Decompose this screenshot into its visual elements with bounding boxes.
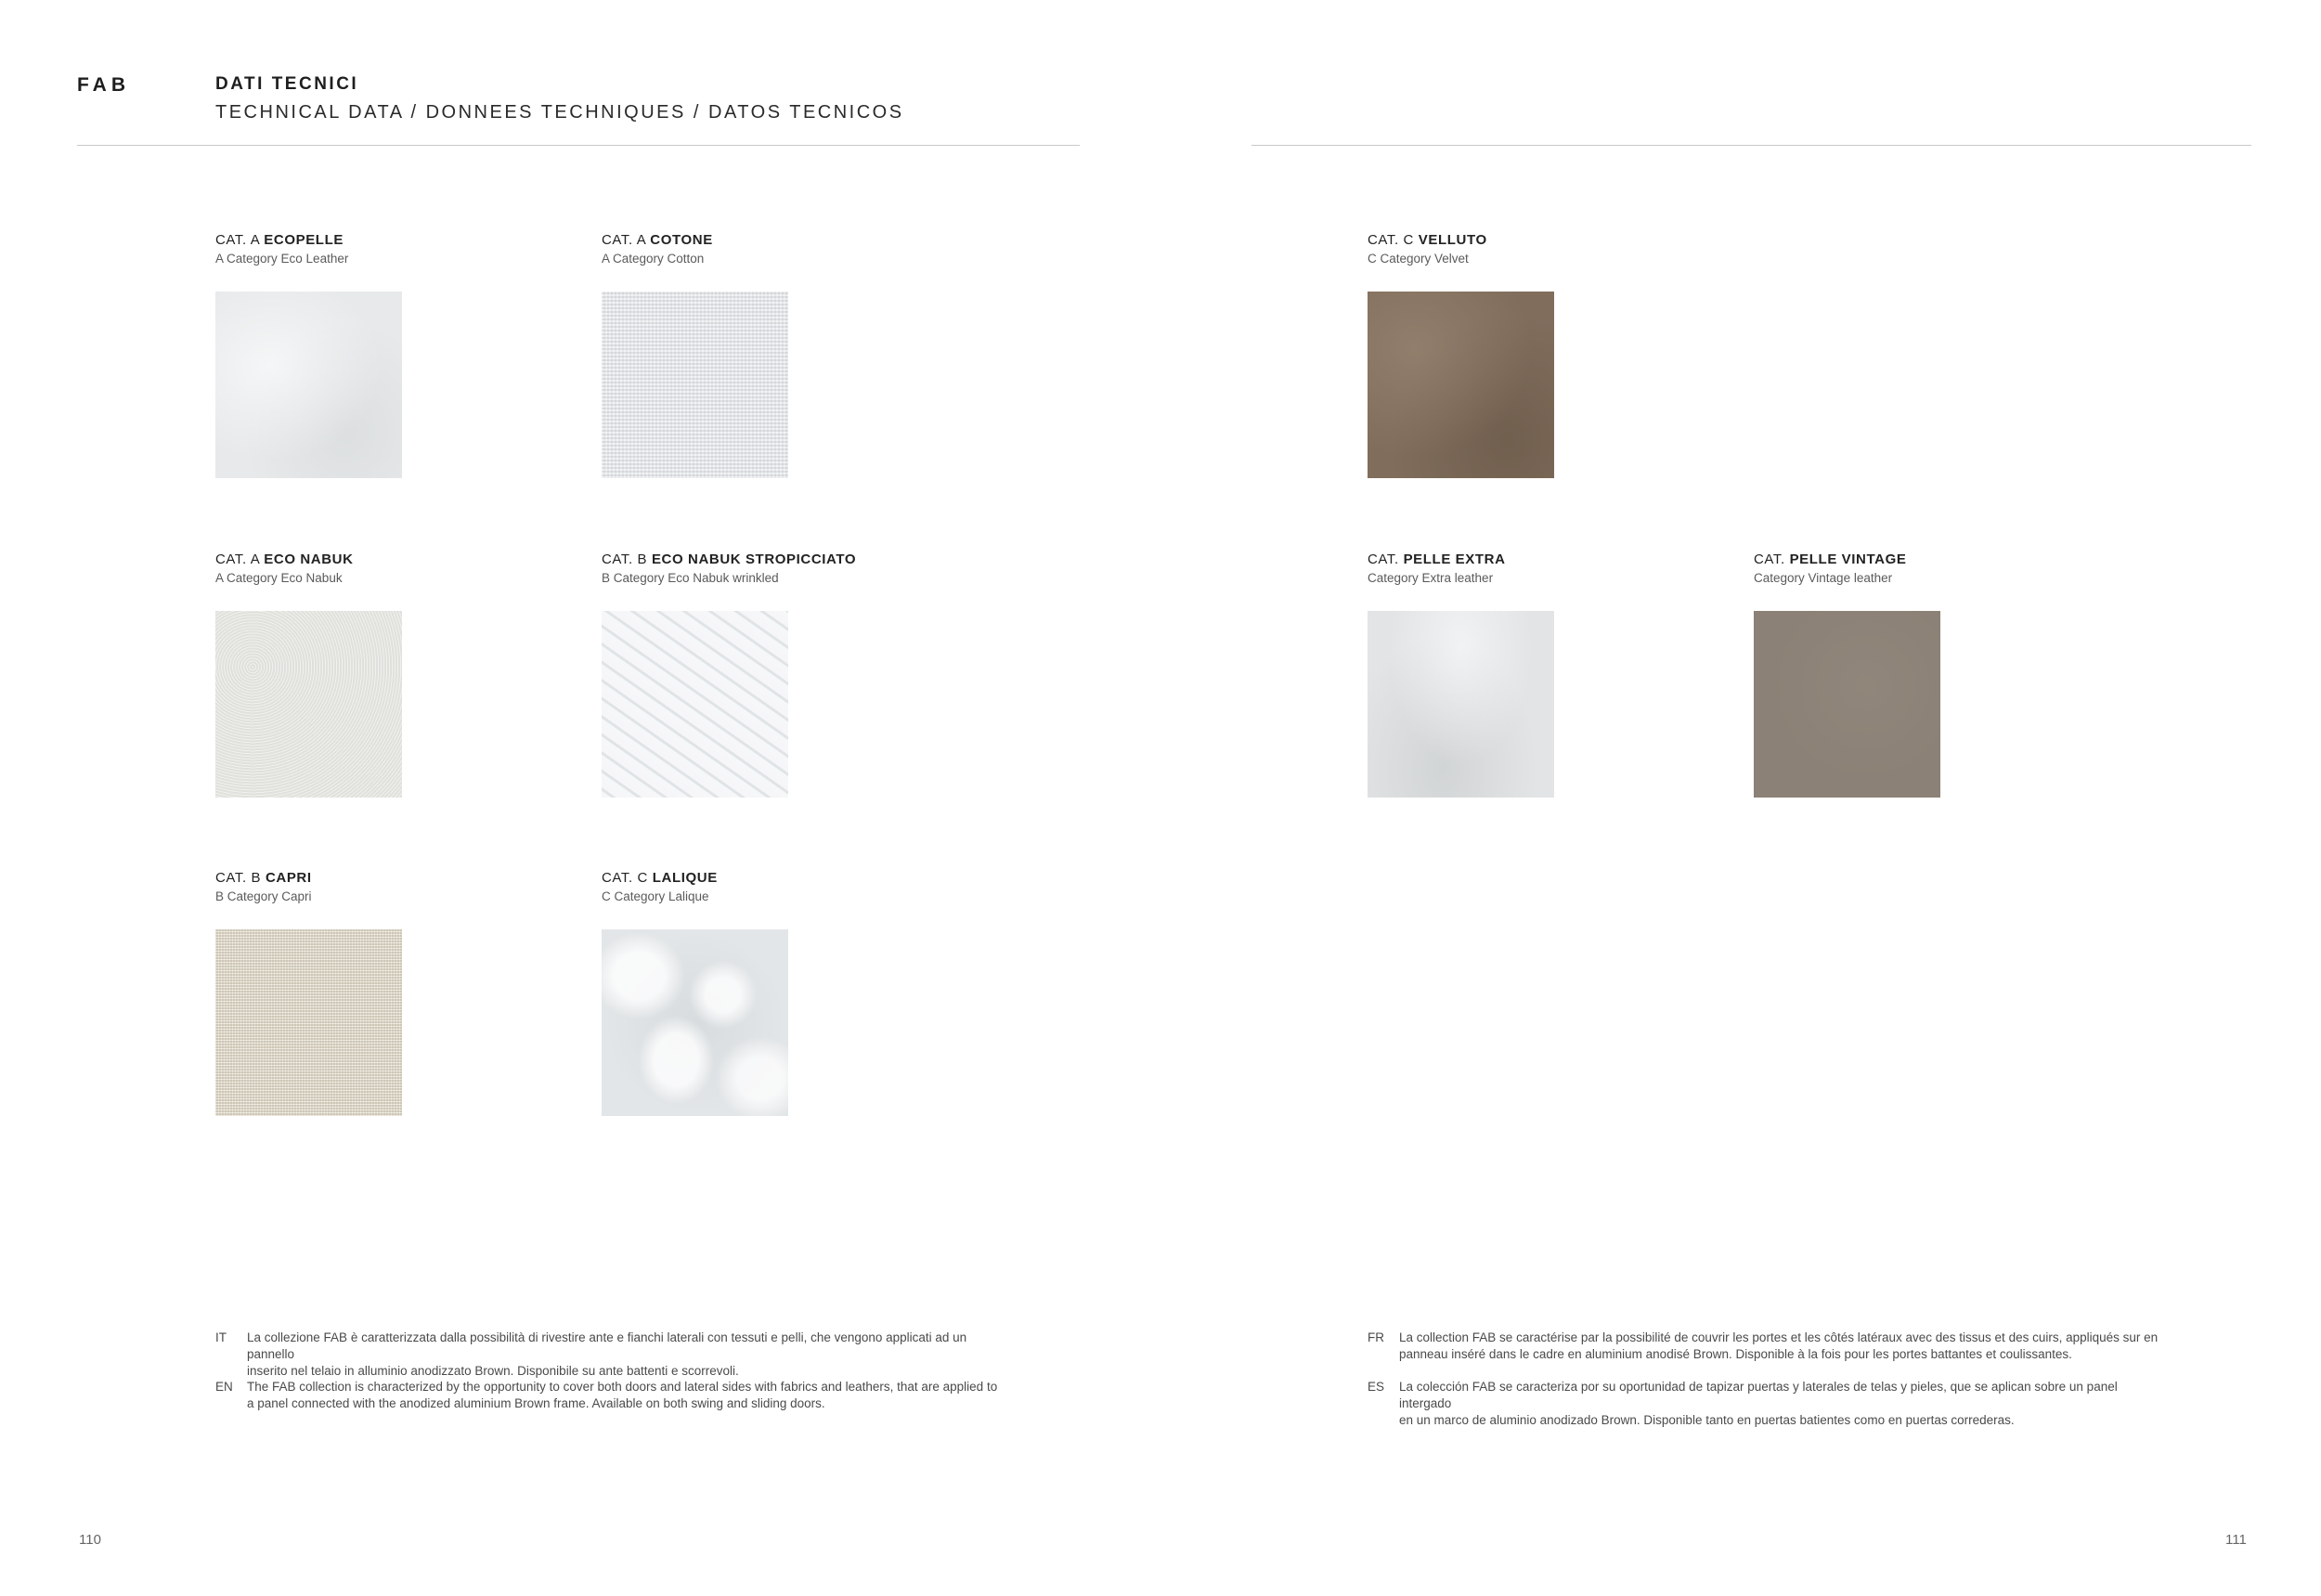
description-text: The FAB collection is characterized by the opportunity to cover both doors and lateral sides with fabrics and leathers, that are applied to a panel connected with the anodized aluminium Brown frame. Available on both swing and sliding doors. (247, 1380, 998, 1410)
swatch-cotone (602, 232, 973, 267)
swatch-description: Category Extra leather (1368, 571, 1494, 585)
swatch-sample-image (1368, 611, 1554, 798)
swatch-category: CAT. A ECO NABUK (215, 551, 354, 567)
swatch-sample-image (215, 611, 402, 798)
swatch-description: B Category Eco Nabuk wrinkled (602, 571, 779, 585)
header-divider-left (77, 145, 1080, 146)
swatch-sample-image (602, 611, 788, 798)
swatch-pelle-vintage (1754, 551, 2125, 587)
swatch-category: CAT. PELLE EXTRA (1368, 551, 1506, 567)
page-subtitle: TECHNICAL DATA / DONNEES TECHNIQUES / DATOS TECNICOS (215, 102, 904, 123)
description-text: La colección FAB se caracteriza por su oportunidad de tapizar puertas y laterales de telas y pieles, que se aplican sobre un panel intergado en un marco de aluminio anodizado Brown. Disponible tanto en puertas batientes como en puertas correderas. (1399, 1380, 2118, 1427)
page-number-right: 111 (2225, 1532, 2247, 1548)
description-text: La collection FAB se caractérise par la possibilité de couvrir les portes et les côtés latéraux avec des tissus et des cuirs, appliqués sur en panneau inséré dans le cadre en aluminium anodisé Brown. Disponible à la fois pour les portes battantes et coulissantes. (1399, 1330, 2159, 1361)
language-code: FR (1368, 1330, 1384, 1344)
swatch-category: CAT. C LALIQUE (602, 870, 718, 886)
swatch-description: C Category Lalique (602, 889, 709, 903)
swatch-velluto (1368, 232, 1739, 267)
swatch-capri (215, 870, 587, 905)
swatch-description: B Category Capri (215, 889, 312, 903)
description-it (215, 1330, 1032, 1378)
swatch-pelle-extra (1368, 551, 1739, 587)
language-code: ES (1368, 1380, 1385, 1394)
swatch-sample-image (215, 292, 402, 478)
language-code: IT (215, 1330, 227, 1344)
swatch-ecopelle (215, 232, 587, 267)
swatch-category: CAT. B ECO NABUK STROPICCIATO (602, 551, 857, 567)
swatch-sample-image (215, 929, 402, 1116)
description-en (215, 1379, 1032, 1416)
description-text: La collezione FAB è caratterizzata dalla possibilità di rivestire ante e fianchi laterali con tessuti e pelli, che vengono applicati ad un pannello inserito nel telaio in alluminio anodizzato Brown. Disponibile su ante battenti e scorrevoli. (247, 1330, 967, 1378)
swatch-eco-nabuk (215, 551, 587, 587)
swatch-category: CAT. A COTONE (602, 232, 713, 248)
header-divider-right (1251, 145, 2251, 146)
page-title: DATI TECNICI (215, 74, 359, 94)
swatch-category: CAT. PELLE VINTAGE (1754, 551, 1907, 567)
description-fr (1368, 1330, 2185, 1367)
swatch-sample-image (602, 929, 788, 1116)
swatch-description: A Category Eco Leather (215, 252, 349, 266)
swatch-sample-image (602, 292, 788, 478)
brand-name: FAB (77, 74, 130, 96)
swatch-category: CAT. C VELLUTO (1368, 232, 1487, 248)
page-number-left: 110 (79, 1532, 101, 1548)
swatch-category: CAT. B CAPRI (215, 870, 312, 886)
swatch-description: Category Vintage leather (1754, 571, 1893, 585)
swatch-eco-nabuk-stropicciato (602, 551, 973, 587)
swatch-sample-image (1754, 611, 1940, 798)
swatch-category: CAT. A ECOPELLE (215, 232, 344, 248)
swatch-description: A Category Cotton (602, 252, 705, 266)
language-code: EN (215, 1380, 233, 1394)
swatch-sample-image (1368, 292, 1554, 478)
swatch-description: A Category Eco Nabuk (215, 571, 343, 585)
swatch-lalique (602, 870, 973, 905)
swatch-description: C Category Velvet (1368, 252, 1469, 266)
description-es (1368, 1379, 2185, 1427)
